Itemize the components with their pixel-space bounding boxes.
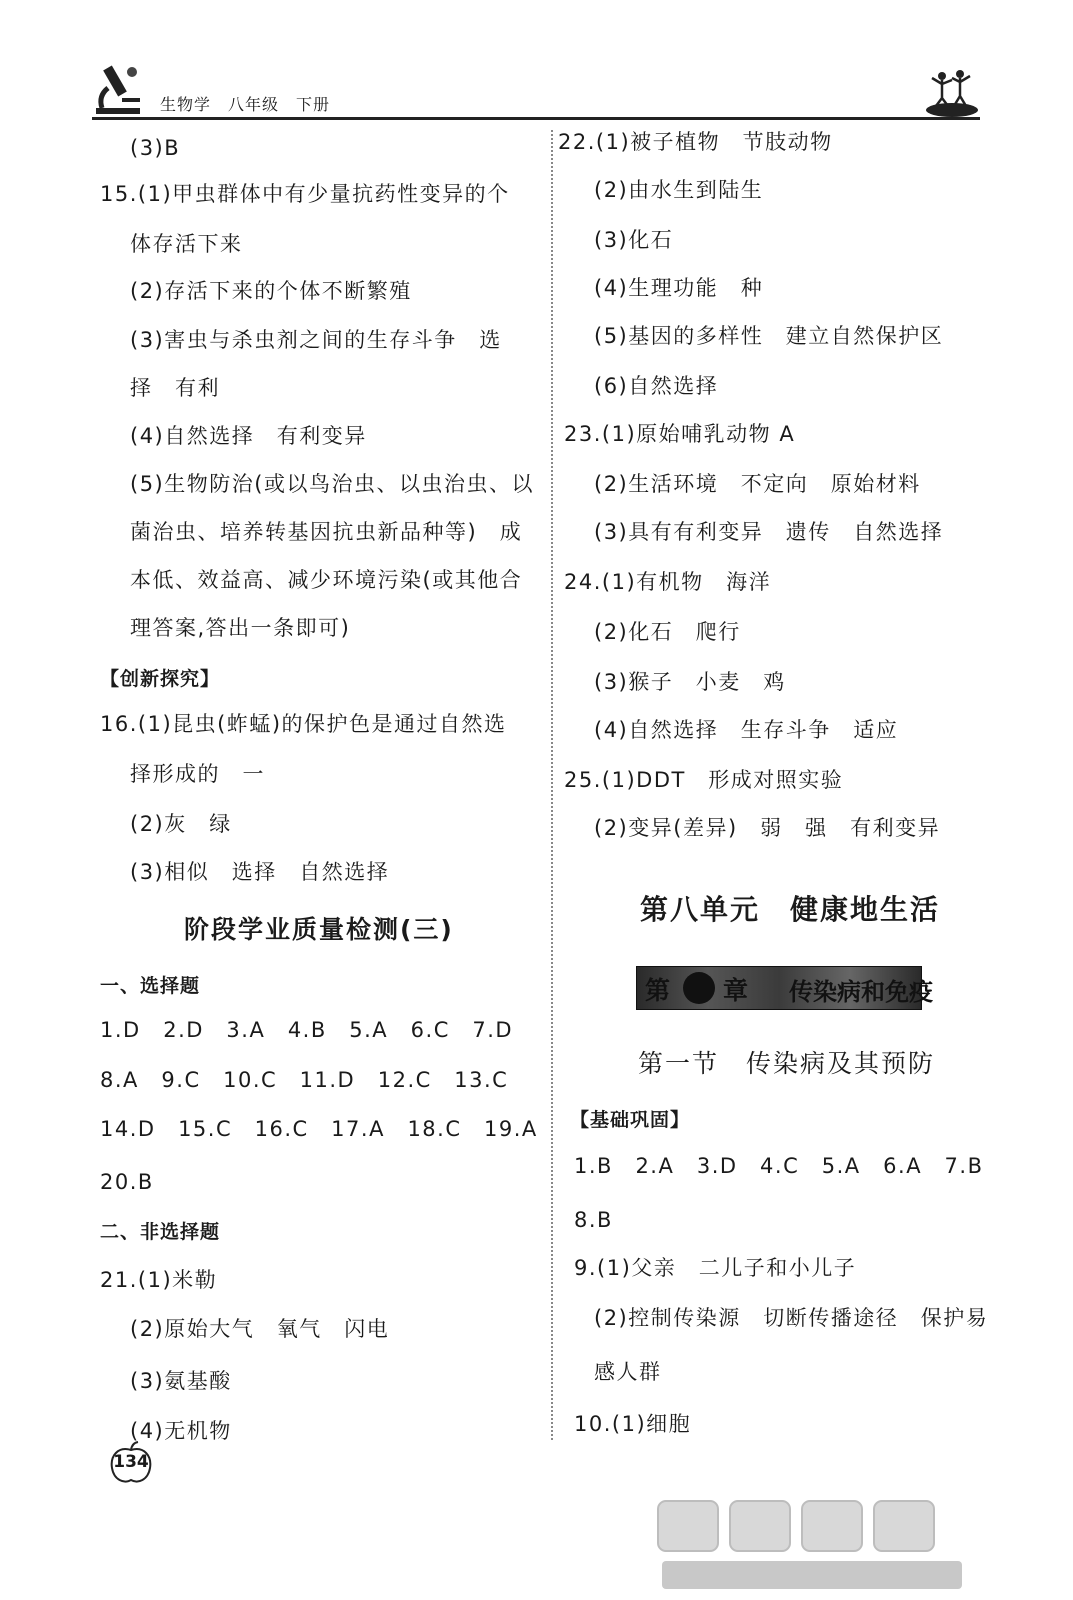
answer-line: (2)原始大气 氧气 闪电 [130, 1317, 390, 1341]
unit-title: 第八单元 健康地生活 [640, 893, 941, 926]
answer-line: 22.(1)被子植物 节肢动物 [558, 130, 833, 154]
answer-line: 16.(1)昆虫(蚱蜢)的保护色是通过自然选 [100, 712, 507, 736]
answer-line: (4)自然选择 有利变异 [130, 424, 367, 448]
answer-line: (3)猴子 小麦 鸡 [594, 670, 786, 694]
chapter-banner [636, 966, 933, 1010]
answer-line: (2)控制传染源 切断传播途径 保护易 [594, 1306, 989, 1330]
answer-line: (2)由水生到陆生 [594, 178, 764, 202]
section-title: 第一节 传染病及其预防 [638, 1049, 936, 1078]
answer-line: (3)相似 选择 自然选择 [130, 860, 390, 884]
header-rule [92, 117, 980, 120]
answer-line: (2)生活环境 不定向 原始材料 [594, 472, 921, 496]
section-heading: 【创新探究】 [100, 668, 221, 690]
choice-answers: 1.B 2.A 3.D 4.C 5.A 6.A 7.B [574, 1154, 984, 1178]
answer-line: (5)基因的多样性 建立自然保护区 [594, 324, 944, 348]
answer-line: 择形成的 一 [130, 762, 265, 786]
answer-line: (3)化石 [594, 228, 674, 252]
answer-line: (3)B [130, 136, 181, 160]
dancers-icon [922, 68, 982, 118]
answer-line: 21.(1)米勒 [100, 1268, 218, 1292]
choice-answers: 8.A 9.C 10.C 11.D 12.C 13.C [100, 1068, 509, 1092]
answer-line: 24.(1)有机物 海洋 [564, 570, 772, 594]
answer-line: 23.(1)原始哺乳动物 A [564, 422, 796, 446]
answer-line: (4)无机物 [130, 1419, 232, 1443]
microscope-icon [92, 58, 154, 118]
choice-answers: 1.D 2.D 3.A 4.B 5.A 6.C 7.D [100, 1018, 514, 1042]
chapter-number-circle [683, 972, 715, 1004]
book-title: 生物学 八年级 下册 [160, 95, 331, 114]
section-heading: 二、非选择题 [100, 1221, 221, 1243]
column-divider [551, 130, 553, 1440]
chapter-suffix: 章 [723, 976, 749, 1005]
answer-line: 9.(1)父亲 二儿子和小儿子 [574, 1256, 857, 1280]
chapter-prefix: 第 [645, 976, 671, 1005]
answer-line: (6)自然选择 [594, 374, 719, 398]
watermark-logo [652, 1495, 982, 1595]
answer-line: 15.(1)甲虫群体中有少量抗药性变异的个 [100, 182, 510, 206]
answer-line: (3)氨基酸 [130, 1369, 232, 1393]
answer-line: 感人群 [594, 1360, 662, 1384]
answer-line: 择 有利 [130, 376, 220, 400]
choice-answers: 20.B [100, 1170, 154, 1194]
answer-line: (2)变异(差异) 弱 强 有利变异 [594, 816, 941, 840]
answer-line: (5)生物防治(或以鸟治虫、以虫治虫、以 [130, 472, 534, 496]
answer-line: (4)自然选择 生存斗争 适应 [594, 718, 899, 742]
choice-answers: 8.B [574, 1208, 613, 1232]
answer-line: 10.(1)细胞 [574, 1412, 692, 1436]
answer-line: (2)灰 绿 [130, 812, 232, 836]
answer-line: (2)存活下来的个体不断繁殖 [130, 279, 412, 303]
answer-line: (4)生理功能 种 [594, 276, 764, 300]
chapter-name: 传染病和免疫 [789, 978, 933, 1006]
answer-line: 25.(1)DDT 形成对照实验 [564, 768, 844, 792]
page-number [108, 1440, 154, 1486]
answer-line: 理答案,答出一条即可) [130, 616, 351, 640]
answer-line: 体存活下来 [130, 232, 243, 256]
section-heading: 【基础巩固】 [570, 1109, 691, 1131]
page-header [92, 58, 982, 124]
stage-test-title: 阶段学业质量检测(三) [184, 915, 454, 944]
answer-line: 菌治虫、培养转基因抗虫新品种等) 成 [130, 520, 523, 544]
answer-line: (3)具有有利变异 遗传 自然选择 [594, 520, 944, 544]
answer-line: 本低、效益高、减少环境污染(或其他合 [130, 568, 523, 592]
section-heading: 一、选择题 [100, 975, 201, 997]
answer-line: (2)化石 爬行 [594, 620, 741, 644]
choice-answers: 14.D 15.C 16.C 17.A 18.C 19.A [100, 1117, 538, 1141]
page-number-text: 134 [113, 1452, 149, 1472]
answer-line: (3)害虫与杀虫剂之间的生存斗争 选 [130, 328, 502, 352]
